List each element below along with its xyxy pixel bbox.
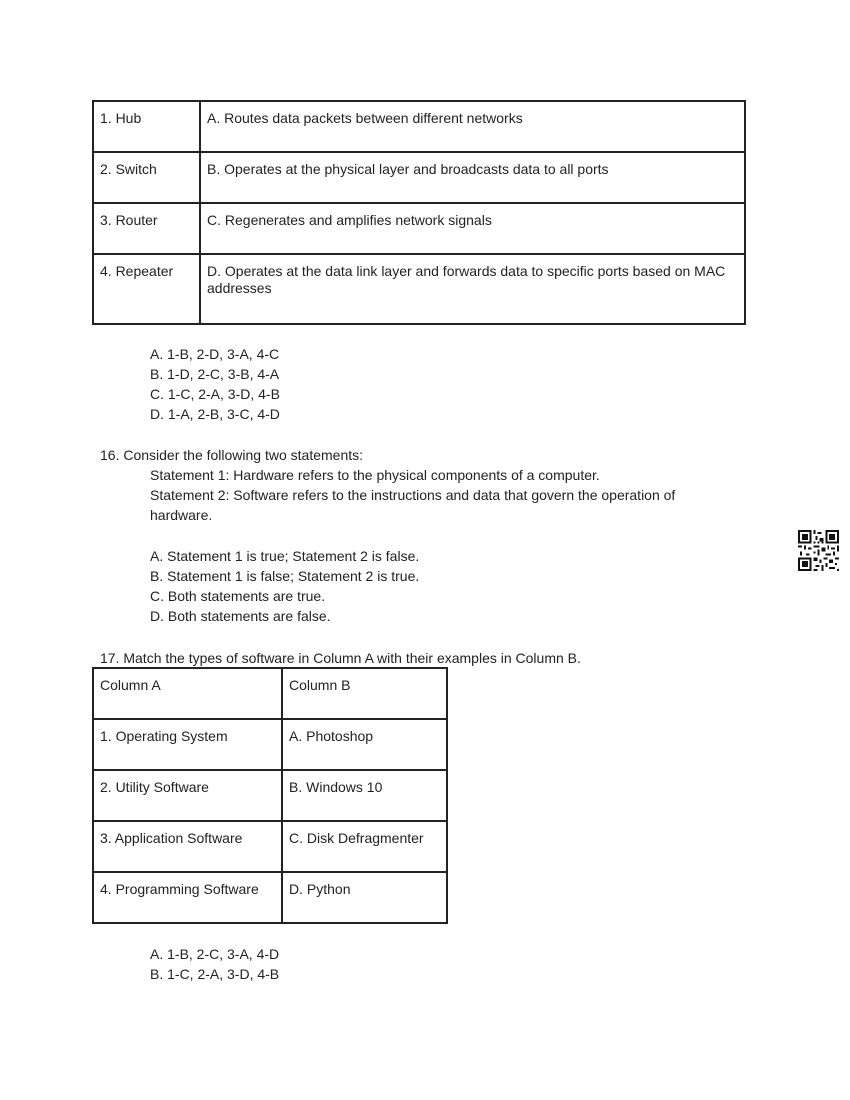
table-cell-left: 3. Application Software (93, 821, 282, 872)
question-16-statements (150, 465, 740, 525)
column-b-header: Column B (282, 668, 447, 719)
table-cell-right: C. Disk Defragmenter (282, 821, 447, 872)
answer-option: C. Both statements are true. (150, 588, 326, 604)
table-cell-left: 4. Programming Software (93, 872, 282, 923)
answer-options-q16 (150, 546, 419, 626)
answer-option: A. Statement 1 is true; Statement 2 is false. (150, 548, 420, 564)
answer-options-q17 (150, 944, 279, 984)
table-cell-left: 3. Router (93, 203, 200, 254)
table-cell-right: D. Operates at the data link layer and forwards data to specific ports based on MAC addresses (200, 254, 745, 324)
table-cell-right: A. Routes data packets between different networks (200, 101, 745, 152)
answer-option: D. Both statements are false. (150, 608, 331, 624)
statement-2: Statement 2: Software refers to the instructions and data that govern the operation of hardware. (150, 487, 676, 523)
answer-option: C. 1-C, 2-A, 3-D, 4-B (150, 386, 280, 402)
table-header-row (93, 668, 447, 719)
matching-table-devices (92, 100, 746, 325)
table-row (93, 152, 745, 203)
table-cell-right: C. Regenerates and amplifies network signals (200, 203, 745, 254)
answer-option: D. 1-A, 2-B, 3-C, 4-D (150, 406, 280, 422)
qr-code-icon (798, 530, 839, 571)
matching-table-software (92, 667, 448, 924)
table-row (93, 872, 447, 923)
table-cell-left: 4. Repeater (93, 254, 200, 324)
table-cell-left: 1. Hub (93, 101, 200, 152)
table-row (93, 203, 745, 254)
question-16-prompt: 16. Consider the following two statements: (100, 447, 364, 463)
statement-1: Statement 1: Hardware refers to the physical components of a computer. (150, 467, 600, 483)
answer-option: B. 1-C, 2-A, 3-D, 4-B (150, 966, 280, 982)
table-cell-left: 2. Switch (93, 152, 200, 203)
table-cell-right: A. Photoshop (282, 719, 447, 770)
table-row (93, 254, 745, 324)
answer-option: A. 1-B, 2-D, 3-A, 4-C (150, 346, 280, 362)
answer-option: A. 1-B, 2-C, 3-A, 4-D (150, 946, 280, 962)
answer-option: B. Statement 1 is false; Statement 2 is true. (150, 568, 420, 584)
table-cell-left: 1. Operating System (93, 719, 282, 770)
question-17-prompt: 17. Match the types of software in Column A with their examples in Column B. (100, 650, 581, 666)
answer-option: B. 1-D, 2-C, 3-B, 4-A (150, 366, 280, 382)
table-row (93, 770, 447, 821)
table-cell-right: B. Operates at the physical layer and broadcasts data to all ports (200, 152, 745, 203)
table-row (93, 719, 447, 770)
table-cell-right: D. Python (282, 872, 447, 923)
table-cell-left: 2. Utility Software (93, 770, 282, 821)
table-cell-right: B. Windows 10 (282, 770, 447, 821)
table-row (93, 821, 447, 872)
column-a-header: Column A (93, 668, 282, 719)
table-row (93, 101, 745, 152)
answer-options-q15 (150, 344, 280, 424)
